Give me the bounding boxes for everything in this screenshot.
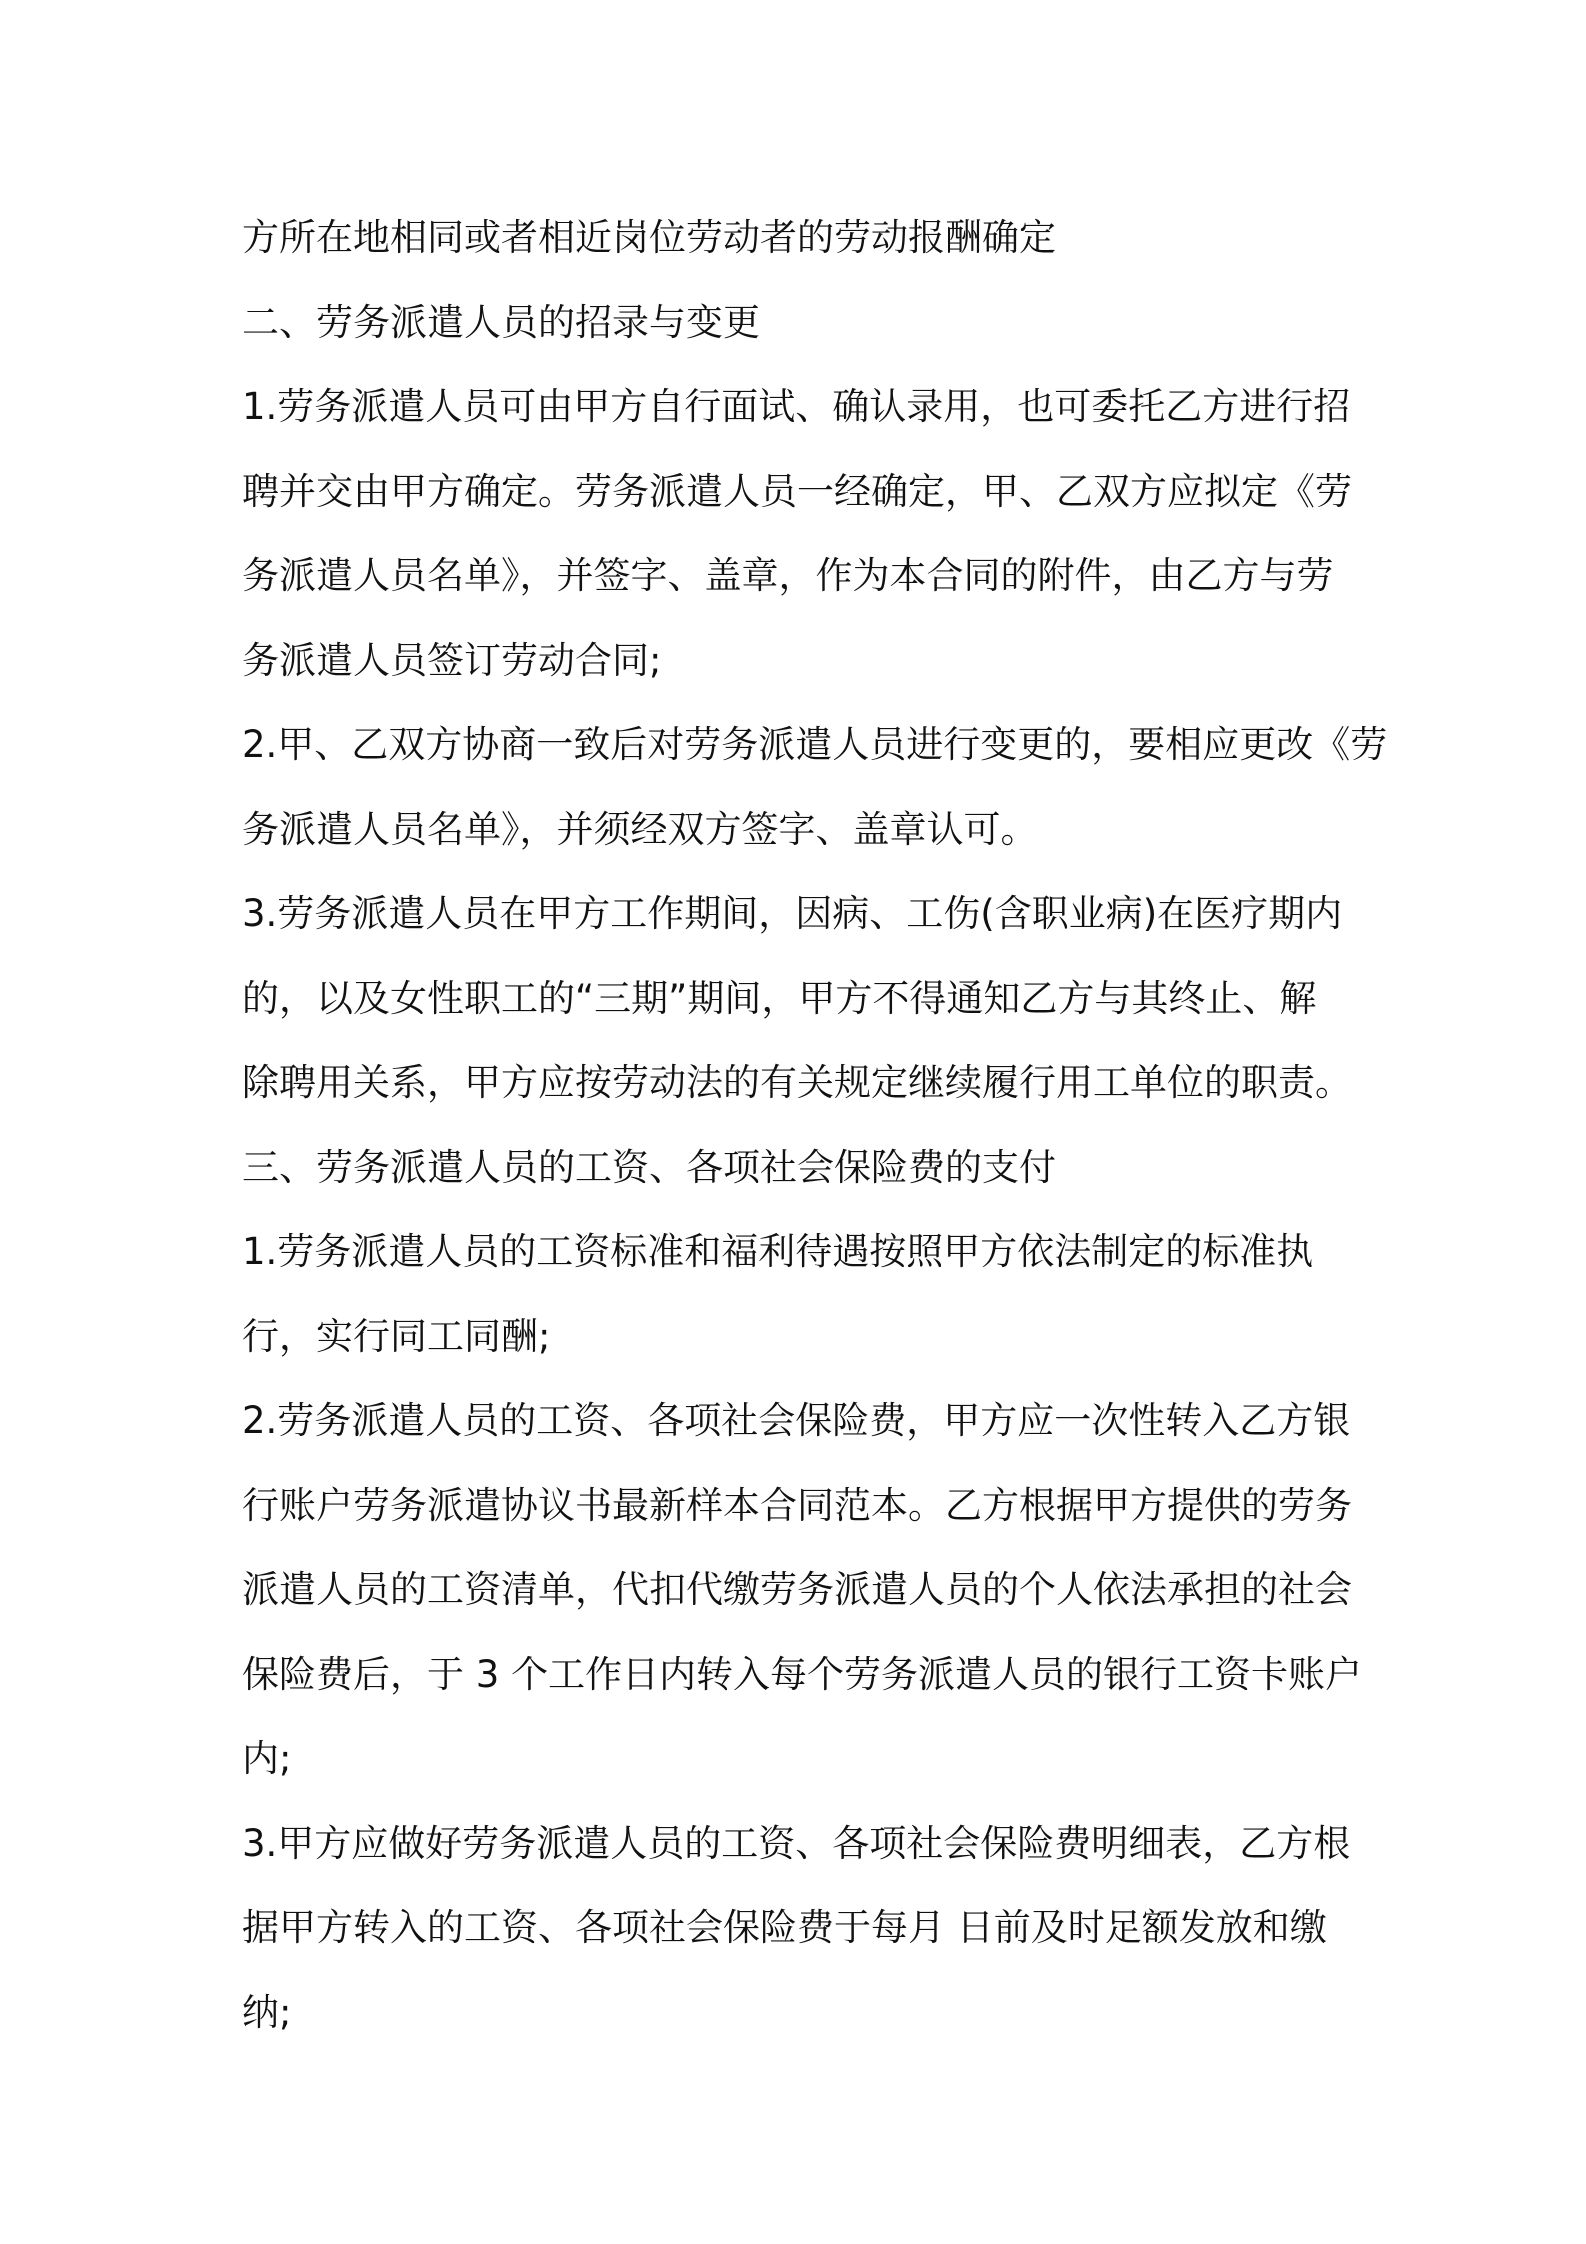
text-line: 3.甲方应做好劳务派遣人员的工资、各项社会保险费明细表，乙方根 <box>242 1821 1351 1865</box>
text-line: 除聘用关系，甲方应按劳动法的有关规定继续履行用工单位的职责。 <box>242 1061 1352 1104</box>
text-line: 务派遣人员名单》，并须经双方签字、盖章认可。 <box>242 807 1038 851</box>
text-line: 务派遣人员名单》，并签字、盖章，作为本合同的附件，由乙方与劳 <box>242 554 1334 597</box>
text-line: 1.劳务派遣人员可由甲方自行面试、确认录用，也可委托乙方进行招 <box>242 385 1351 428</box>
text-line: 1.劳务派遣人员的工资标准和福利待遇按照甲方依法制定的标准执 <box>242 1230 1314 1273</box>
document-body <box>242 196 1388 2055</box>
text-line: 保险费后，于 3 个工作日内转入每个劳务派遣人员的银行工资卡账户 <box>242 1652 1363 1696</box>
section-heading: 三、劳务派遣人员的工资、各项社会保险费的支付 <box>242 1145 1056 1189</box>
text-line: 内; <box>242 1737 292 1780</box>
text-line: 2.劳务派遣人员的工资、各项社会保险费，甲方应一次性转入乙方银 <box>242 1399 1351 1442</box>
section-heading: 二、劳务派遣人员的招录与变更 <box>242 300 760 344</box>
text-line: 聘并交由甲方确定。劳务派遣人员一经确定，甲、乙双方应拟定《劳 <box>242 469 1352 513</box>
text-line: 的，以及女性职工的“三期”期间，甲方不得通知乙方与其终止、解 <box>242 976 1317 1020</box>
text-line: 行，实行同工同酬; <box>242 1314 551 1358</box>
text-line: 务派遣人员签订劳动合同; <box>242 638 662 682</box>
text-line: 据甲方转入的工资、各项社会保险费于每月 日前及时足额发放和缴 <box>242 1906 1327 1949</box>
text-line: 2.甲、乙双方协商一致后对劳务派遣人员进行变更的，要相应更改《劳 <box>242 723 1388 766</box>
text-line: 3.劳务派遣人员在甲方工作期间，因病、工伤(含职业病)在医疗期内 <box>242 892 1343 935</box>
text-line: 方所在地相同或者相近岗位劳动者的劳动报酬确定 <box>242 216 1056 259</box>
text-line: 行账户劳务派遣协议书最新样本合同范本。乙方根据甲方提供的劳务 <box>242 1483 1352 1527</box>
text-line: 纳; <box>242 1990 292 2034</box>
text-line: 派遣人员的工资清单，代扣代缴劳务派遣人员的个人依法承担的社会 <box>242 1568 1352 1611</box>
